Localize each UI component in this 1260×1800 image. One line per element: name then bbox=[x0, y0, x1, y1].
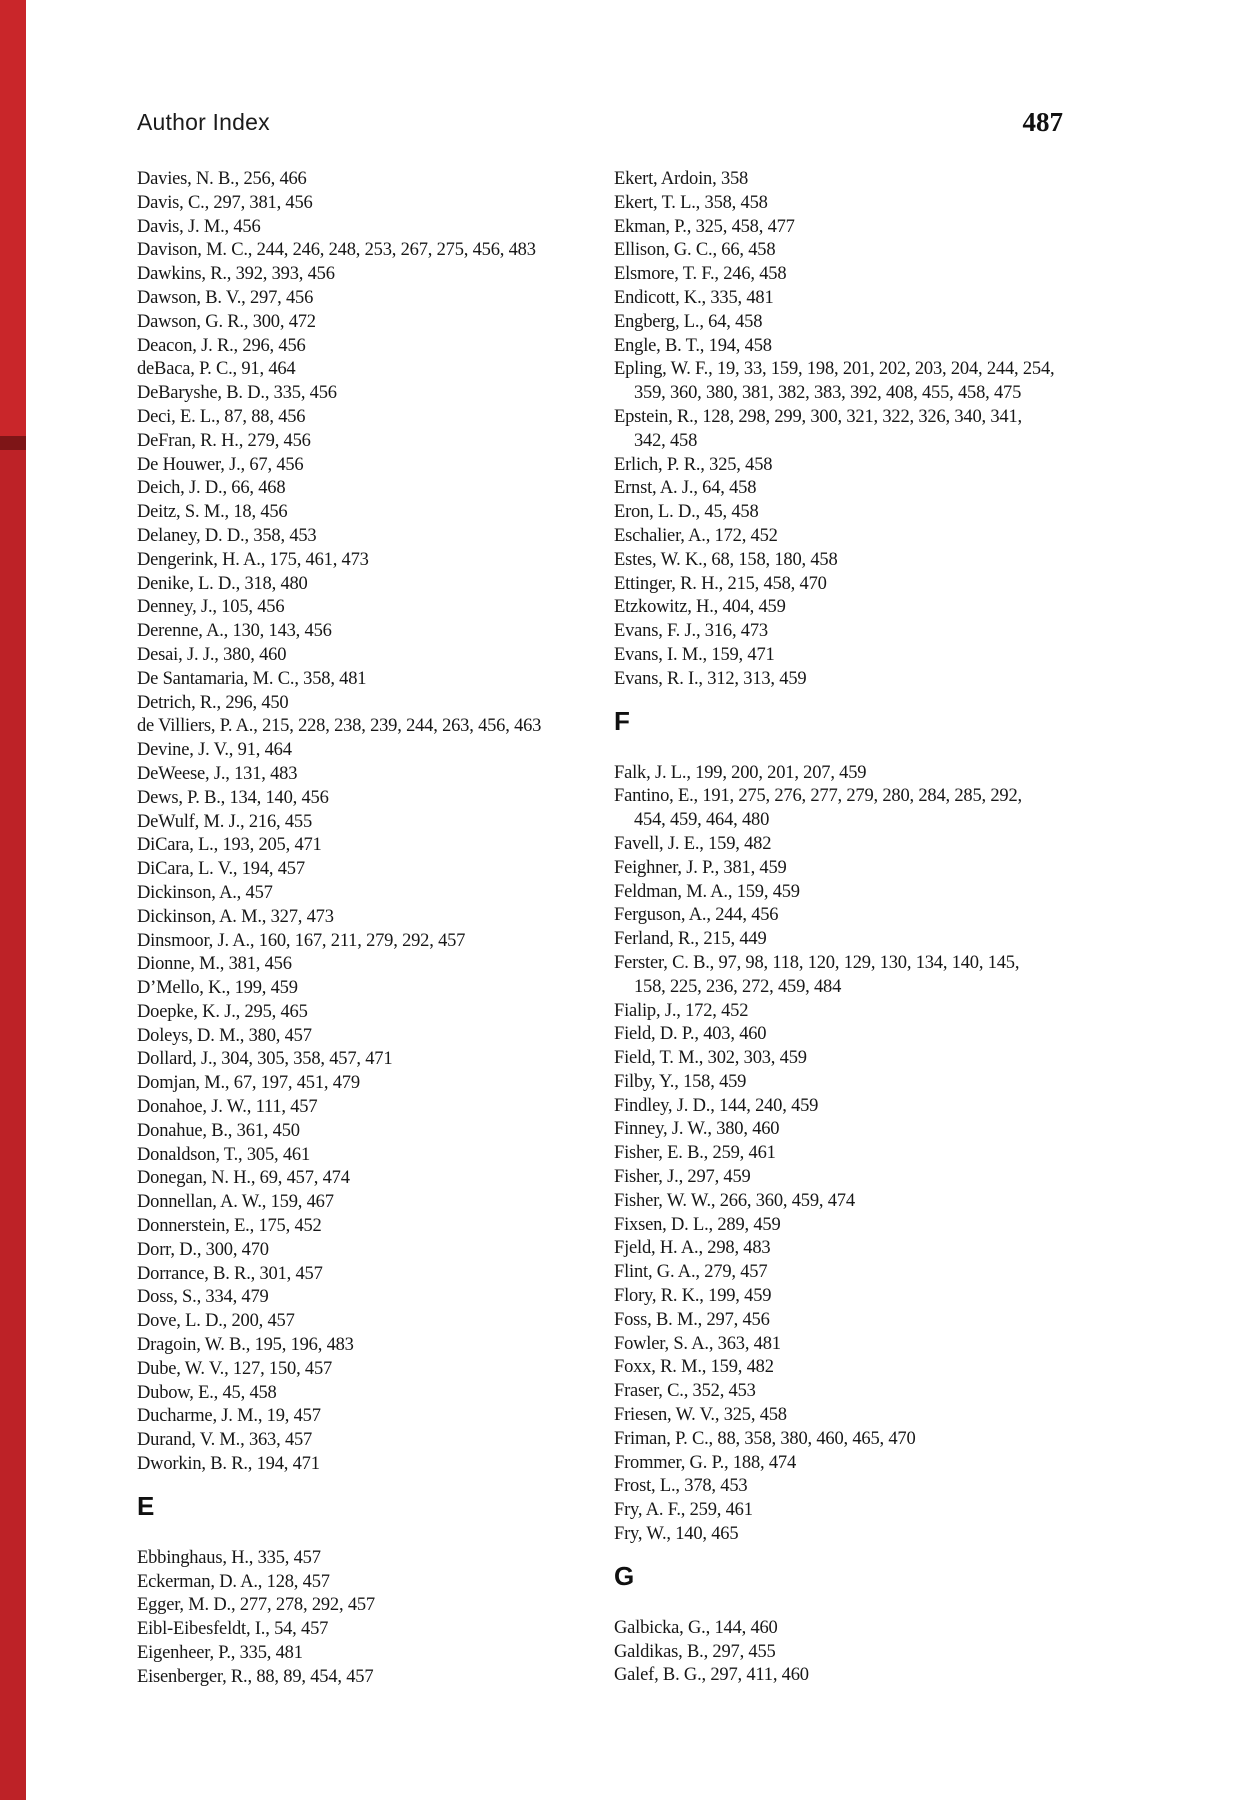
index-line: Frommer, G. P., 188, 474 bbox=[614, 1452, 797, 1473]
index-line: DiCara, L. V., 194, 457 bbox=[137, 859, 305, 880]
index-line: DiCara, L., 193, 205, 471 bbox=[137, 835, 322, 856]
index-line: Field, T. M., 302, 303, 459 bbox=[614, 1048, 807, 1069]
page-edge-stripe bbox=[0, 0, 26, 1800]
index-line: Evans, R. I., 312, 313, 459 bbox=[614, 668, 807, 689]
index-line: Ebbinghaus, H., 335, 457 bbox=[137, 1547, 321, 1568]
index-line: 359, 360, 380, 381, 382, 383, 392, 408, 455, 458, 475 bbox=[634, 383, 1022, 404]
index-line: Dews, P. B., 134, 140, 456 bbox=[137, 787, 329, 808]
index-line: Doleys, D. M., 380, 457 bbox=[137, 1025, 312, 1046]
index-line: Dawson, B. V., 297, 456 bbox=[137, 287, 314, 308]
index-line: Fowler, S. A., 363, 481 bbox=[614, 1333, 781, 1354]
index-line: Donahue, B., 361, 450 bbox=[137, 1120, 300, 1141]
index-line: Dubow, E., 45, 458 bbox=[137, 1382, 277, 1403]
index-line: Fraser, C., 352, 453 bbox=[614, 1381, 756, 1402]
index-line: Foxx, R. M., 159, 482 bbox=[614, 1357, 774, 1378]
index-line: Denney, J., 105, 456 bbox=[137, 597, 285, 618]
index-line: Feldman, M. A., 159, 459 bbox=[614, 881, 800, 902]
index-line: Eisenberger, R., 88, 89, 454, 457 bbox=[137, 1666, 374, 1687]
page-title: Author Index bbox=[137, 109, 270, 135]
index-line: Dworkin, B. R., 194, 471 bbox=[137, 1454, 320, 1475]
index-line: Fantino, E., 191, 275, 276, 277, 279, 280, 284, 285, 292, bbox=[614, 786, 1022, 807]
index-line: Dionne, M., 381, 456 bbox=[137, 954, 292, 975]
index-line: Dove, L. D., 200, 457 bbox=[137, 1311, 295, 1332]
stripe-segment-top bbox=[0, 0, 26, 436]
index-line: Fjeld, H. A., 298, 483 bbox=[614, 1238, 771, 1259]
index-line: Eckerman, D. A., 128, 457 bbox=[137, 1571, 330, 1592]
index-line: Ernst, A. J., 64, 458 bbox=[614, 478, 757, 499]
index-line: Evans, F. J., 316, 473 bbox=[614, 621, 768, 642]
index-line: Frost, L., 378, 453 bbox=[614, 1476, 748, 1497]
index-line: Engle, B. T., 194, 458 bbox=[614, 335, 772, 356]
index-line: DeWulf, M. J., 216, 455 bbox=[137, 811, 313, 832]
index-line: Estes, W. K., 68, 158, 180, 458 bbox=[614, 549, 838, 570]
index-line: De Santamaria, M. C., 358, 481 bbox=[137, 668, 367, 689]
index-line: Fixsen, D. L., 289, 459 bbox=[614, 1214, 781, 1235]
index-line: Friman, P. C., 88, 358, 380, 460, 465, 470 bbox=[614, 1428, 916, 1449]
index-line: Ekert, T. L., 358, 458 bbox=[614, 192, 768, 213]
index-line: Ettinger, R. H., 215, 458, 470 bbox=[614, 573, 827, 594]
index-line: Derenne, A., 130, 143, 456 bbox=[137, 621, 332, 642]
index-line: Dragoin, W. B., 195, 196, 483 bbox=[137, 1335, 354, 1356]
index-line: Finney, J. W., 380, 460 bbox=[614, 1119, 780, 1140]
index-line: 158, 225, 236, 272, 459, 484 bbox=[634, 976, 842, 997]
index-line: Feighner, J. P., 381, 459 bbox=[614, 857, 787, 878]
index-line: DeWeese, J., 131, 483 bbox=[137, 763, 298, 784]
index-line: Galbicka, G., 144, 460 bbox=[614, 1617, 778, 1638]
index-line: Fisher, E. B., 259, 461 bbox=[614, 1143, 776, 1164]
index-line: Devine, J. V., 91, 464 bbox=[137, 740, 292, 761]
index-line: Davis, C., 297, 381, 456 bbox=[137, 192, 313, 213]
index-line: Dinsmoor, J. A., 160, 167, 211, 279, 292, 457 bbox=[137, 930, 466, 951]
index-line: Dawkins, R., 392, 393, 456 bbox=[137, 264, 335, 285]
index-line: Flint, G. A., 279, 457 bbox=[614, 1262, 768, 1283]
index-line: Findley, J. D., 144, 240, 459 bbox=[614, 1095, 819, 1116]
index-line: Evans, I. M., 159, 471 bbox=[614, 644, 775, 665]
index-line: Epling, W. F., 19, 33, 159, 198, 201, 202, 203, 204, 244, 254, bbox=[614, 359, 1055, 380]
index-line: Donnerstein, E., 175, 452 bbox=[137, 1216, 322, 1237]
index-line: Doepke, K. J., 295, 465 bbox=[137, 1001, 308, 1022]
index-line: Davies, N. B., 256, 466 bbox=[137, 169, 307, 189]
index-line: Fialip, J., 172, 452 bbox=[614, 1000, 749, 1021]
index-line: Ducharme, J. M., 19, 457 bbox=[137, 1406, 321, 1427]
index-line: Donahoe, J. W., 111, 457 bbox=[137, 1097, 318, 1118]
index-line: Deci, E. L., 87, 88, 456 bbox=[137, 406, 306, 427]
index-line: DeBaryshe, B. D., 335, 456 bbox=[137, 383, 337, 404]
section-heading: G bbox=[614, 1560, 635, 1591]
index-line: Erlich, P. R., 325, 458 bbox=[614, 454, 773, 475]
page-number: 487 bbox=[1022, 107, 1063, 137]
index-line: Domjan, M., 67, 197, 451, 479 bbox=[137, 1073, 360, 1094]
section-heading: F bbox=[614, 705, 630, 736]
index-line: Dawson, G. R., 300, 472 bbox=[137, 311, 316, 332]
index-line: Flory, R. K., 199, 459 bbox=[614, 1286, 772, 1307]
index-line: Dollard, J., 304, 305, 358, 457, 471 bbox=[137, 1049, 393, 1070]
index-line: Galdikas, B., 297, 455 bbox=[614, 1641, 776, 1662]
index-line: Engberg, L., 64, 458 bbox=[614, 311, 763, 332]
index-column-right bbox=[614, 168, 1084, 1688]
index-line: deBaca, P. C., 91, 464 bbox=[137, 359, 296, 380]
index-line: Ferguson, A., 244, 456 bbox=[614, 905, 779, 926]
index-line: Ferland, R., 215, 449 bbox=[614, 929, 767, 950]
index-line: Foss, B. M., 297, 456 bbox=[614, 1309, 770, 1330]
index-line: Dengerink, H. A., 175, 461, 473 bbox=[137, 549, 369, 570]
index-line: Dickinson, A. M., 327, 473 bbox=[137, 906, 334, 927]
index-column-left bbox=[137, 168, 607, 1690]
index-line: Ellison, G. C., 66, 458 bbox=[614, 240, 776, 261]
index-line: 342, 458 bbox=[634, 430, 698, 451]
index-line: Fisher, J., 297, 459 bbox=[614, 1167, 751, 1188]
index-line: Eigenheer, P., 335, 481 bbox=[137, 1643, 303, 1664]
running-head bbox=[137, 107, 1063, 137]
index-line: Detrich, R., 296, 450 bbox=[137, 692, 289, 713]
index-line: Falk, J. L., 199, 200, 201, 207, 459 bbox=[614, 762, 867, 783]
index-line: Eron, L. D., 45, 458 bbox=[614, 502, 759, 523]
index-line: Egger, M. D., 277, 278, 292, 457 bbox=[137, 1595, 375, 1616]
index-line: Ekman, P., 325, 458, 477 bbox=[614, 216, 795, 237]
index-line: Durand, V. M., 363, 457 bbox=[137, 1430, 313, 1451]
index-line: Deich, J. D., 66, 468 bbox=[137, 478, 286, 499]
index-line: Fry, W., 140, 465 bbox=[614, 1524, 739, 1545]
index-line: De Houwer, J., 67, 456 bbox=[137, 454, 304, 475]
index-line: Eibl-Eibesfeldt, I., 54, 457 bbox=[137, 1619, 329, 1640]
index-line: Epstein, R., 128, 298, 299, 300, 321, 322, 326, 340, 341, bbox=[614, 406, 1022, 427]
index-line: D’Mello, K., 199, 459 bbox=[137, 978, 298, 999]
index-line: Elsmore, T. F., 246, 458 bbox=[614, 264, 787, 285]
index-line: Davis, J. M., 456 bbox=[137, 216, 261, 237]
index-line: Friesen, W. V., 325, 458 bbox=[614, 1405, 787, 1426]
index-line: Desai, J. J., 380, 460 bbox=[137, 644, 287, 665]
index-line: Dickinson, A., 457 bbox=[137, 882, 273, 903]
index-line: Donaldson, T., 305, 461 bbox=[137, 1144, 311, 1165]
stripe-segment-notch bbox=[0, 436, 26, 450]
index-line: Dube, W. V., 127, 150, 457 bbox=[137, 1358, 333, 1379]
index-line: Field, D. P., 403, 460 bbox=[614, 1024, 767, 1045]
index-line: Etzkowitz, H., 404, 459 bbox=[614, 597, 786, 618]
index-line: Deacon, J. R., 296, 456 bbox=[137, 335, 306, 356]
index-line: Favell, J. E., 159, 482 bbox=[614, 833, 772, 854]
stripe-segment-bottom bbox=[0, 450, 26, 1800]
index-line: Davison, M. C., 244, 246, 248, 253, 267, 275, 456, 483 bbox=[137, 240, 536, 261]
index-line: de Villiers, P. A., 215, 228, 238, 239, 244, 263, 456, 463 bbox=[137, 716, 542, 737]
index-line: DeFran, R. H., 279, 456 bbox=[137, 430, 311, 451]
index-line: Ekert, Ardoin, 358 bbox=[614, 169, 749, 189]
section-heading: E bbox=[137, 1490, 155, 1521]
index-line: Fisher, W. W., 266, 360, 459, 474 bbox=[614, 1190, 855, 1211]
index-line: Donegan, N. H., 69, 457, 474 bbox=[137, 1168, 350, 1189]
index-line: Delaney, D. D., 358, 453 bbox=[137, 525, 317, 546]
index-line: Dorrance, B. R., 301, 457 bbox=[137, 1263, 323, 1284]
index-line: Dorr, D., 300, 470 bbox=[137, 1239, 269, 1260]
index-line: 454, 459, 464, 480 bbox=[634, 810, 770, 831]
index-line: Fry, A. F., 259, 461 bbox=[614, 1500, 753, 1521]
index-line: Doss, S., 334, 479 bbox=[137, 1287, 269, 1308]
index-line: Eschalier, A., 172, 452 bbox=[614, 525, 778, 546]
index-line: Denike, L. D., 318, 480 bbox=[137, 573, 308, 594]
index-line: Filby, Y., 158, 459 bbox=[614, 1071, 747, 1092]
index-line: Ferster, C. B., 97, 98, 118, 120, 129, 130, 134, 140, 145, bbox=[614, 952, 1020, 973]
index-line: Donnellan, A. W., 159, 467 bbox=[137, 1192, 334, 1213]
index-line: Galef, B. G., 297, 411, 460 bbox=[614, 1665, 809, 1686]
index-line: Endicott, K., 335, 481 bbox=[614, 287, 774, 308]
index-line: Deitz, S. M., 18, 456 bbox=[137, 502, 288, 523]
